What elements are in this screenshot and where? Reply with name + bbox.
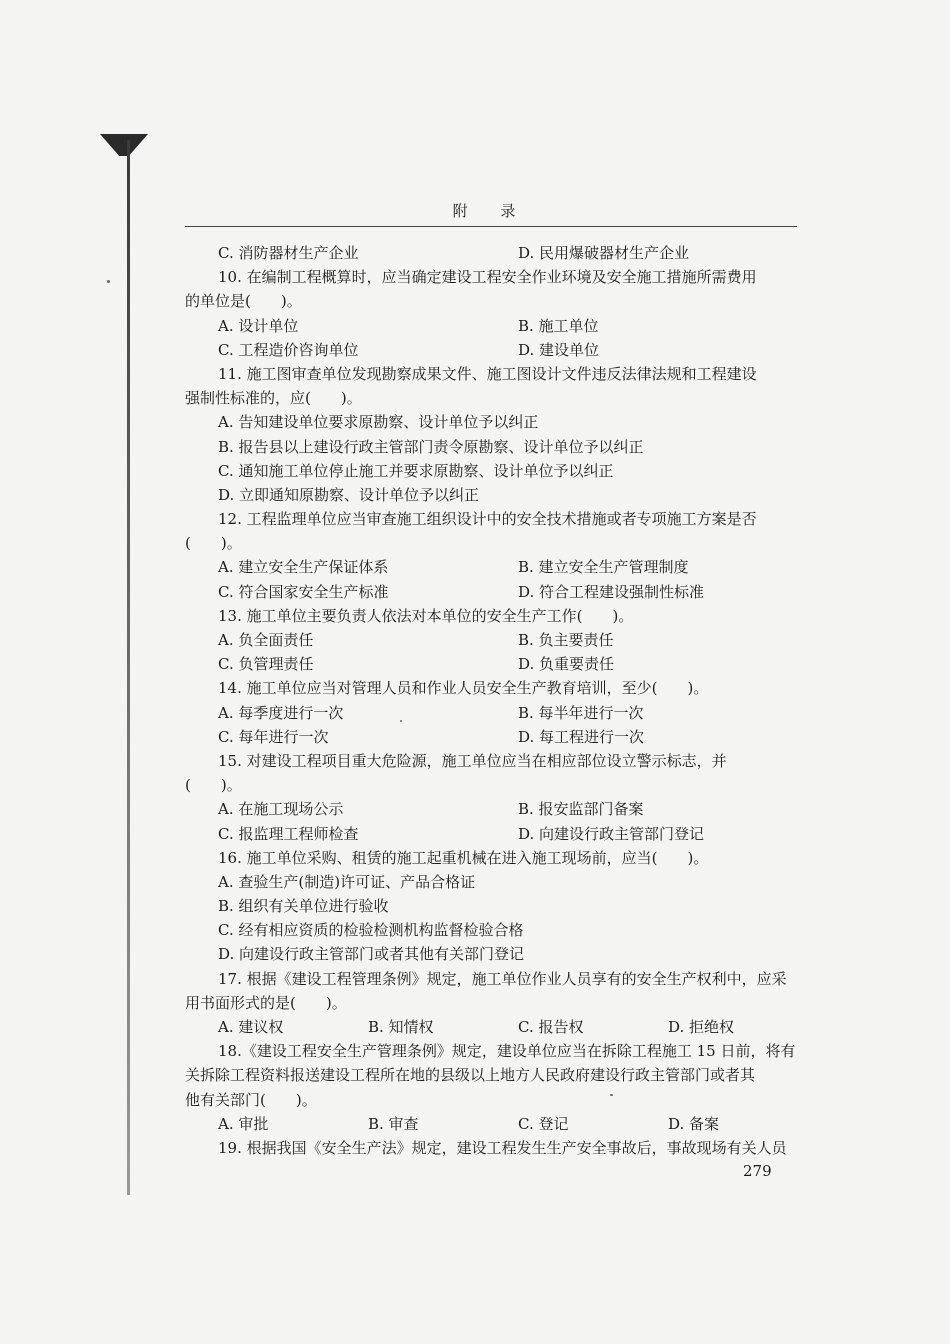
option-row (185, 338, 797, 362)
text-line: 18.《建设工程安全生产管理条例》规定，建设单位应当在拆除工程施工 15 日前，将有 (218, 1042, 796, 1061)
binding-line (127, 140, 130, 1195)
text-line: 的单位是( )。 (185, 292, 302, 311)
text-line: 强制性标准的，应( )。 (185, 389, 362, 408)
option-item: A. 负全面责任 (218, 631, 314, 649)
text-line: 13. 施工单位主要负责人依法对本单位的安全生产工作( )。 (218, 606, 634, 625)
page-header-title: 附 录 (452, 202, 530, 220)
text-line: 17. 根据《建设工程管理条例》规定，施工单位作业人员享有的安全生产权利中，应采 (218, 969, 787, 988)
option-item: B. 施工单位 (518, 316, 599, 335)
option-row (185, 241, 797, 265)
text-line: A. 告知建设单位要求原勘察、设计单位予以纠正 (218, 413, 539, 432)
option-item: A. 设计单位 (218, 316, 299, 335)
option-item: C. 消防器材生产企业 (218, 244, 359, 262)
binding-mark (100, 134, 148, 156)
option-row (185, 797, 797, 821)
option-item: D. 负重要责任 (518, 655, 615, 674)
text-line: 10. 在编制工程概算时，应当确定建设工程安全作业环境及安全施工措施所需费用 (218, 268, 757, 287)
header-rule (185, 226, 797, 227)
option-item: D. 每工程进行一次 (518, 727, 645, 746)
option-row (185, 725, 797, 749)
option-item: D. 拒绝权 (668, 1018, 735, 1036)
option-item: D. 备案 (668, 1114, 720, 1133)
scan-speck (107, 280, 110, 283)
option-item: D. 向建设行政主管部门登记 (518, 824, 705, 843)
text-line: C. 经有相应资质的检验检测机构监督检验合格 (218, 921, 524, 940)
text-line: D. 向建设行政主管部门或者其他有关部门登记 (218, 945, 525, 964)
text-line: 关拆除工程资料报送建设工程所在地的县级以上地方人民政府建设行政主管部门或者其 (185, 1066, 756, 1085)
text-line: 12. 工程监理单位应当审查施工组织设计中的安全技术措施或者专项施工方案是否 (218, 510, 757, 529)
option-row (185, 1015, 797, 1039)
text-line: 19. 根据我国《安全生产法》规定，建设工程发生生产安全事故后，事故现场有关人员 (218, 1138, 787, 1157)
page-number: 279 (743, 1162, 772, 1180)
text-line: 11. 施工图审查单位发现勘察成果文件、施工图设计文件违反法律法规和工程建设 (218, 364, 757, 383)
option-item: C. 工程造价咨询单位 (218, 340, 359, 359)
text-line: 用书面形式的是( )。 (185, 993, 347, 1012)
option-item: D. 建设单位 (518, 340, 600, 359)
option-item: D. 民用爆破器材生产企业 (518, 244, 690, 262)
option-item: A. 建议权 (218, 1018, 284, 1036)
option-row (185, 701, 797, 725)
option-item: A. 每季度进行一次 (218, 703, 344, 722)
text-line: 14. 施工单位应当对管理人员和作业人员安全生产教育培训，至少( )。 (218, 679, 709, 698)
option-item: B. 负主要责任 (518, 631, 614, 649)
option-item: A. 在施工现场公示 (218, 800, 344, 819)
text-line: 15. 对建设工程项目重大危险源，施工单位应当在相应部位设立警示标志，并 (218, 751, 727, 770)
text-line: 16. 施工单位采购、租赁的施工起重机械在进入施工现场前，应当( )。 (218, 848, 709, 867)
text-line: B. 报告县以上建设行政主管部门责令原勘察、设计单位予以纠正 (218, 437, 644, 456)
option-item: B. 建立安全生产管理制度 (518, 558, 689, 577)
option-row (185, 580, 797, 604)
option-row (185, 1112, 797, 1136)
option-row (185, 628, 797, 652)
text-line: C. 通知施工单位停止施工并要求原勘察、设计单位予以纠正 (218, 461, 614, 480)
option-item: B. 知情权 (368, 1018, 434, 1036)
text-line: 他有关部门( )。 (185, 1090, 317, 1109)
option-row (185, 652, 797, 676)
option-item: B. 报安监部门备案 (518, 800, 644, 819)
option-item: C. 每年进行一次 (218, 727, 329, 746)
text-line: ( )。 (185, 534, 242, 553)
option-item: B. 每半年进行一次 (518, 703, 644, 722)
option-item: C. 负管理责任 (218, 655, 314, 674)
option-item: A. 建立安全生产保证体系 (218, 558, 389, 577)
page-body (185, 241, 797, 1160)
text-line: B. 组织有关单位进行验收 (218, 897, 389, 916)
option-row (185, 314, 797, 338)
option-row (185, 822, 797, 846)
text-line: D. 立即通知原勘察、设计单位予以纠正 (218, 485, 480, 504)
text-line: ( )。 (185, 776, 242, 795)
option-item: D. 符合工程建设强制性标准 (518, 582, 705, 601)
option-row (185, 555, 797, 579)
text-line: A. 查验生产(制造)许可证、产品合格证 (218, 872, 476, 891)
option-item: C. 符合国家安全生产标准 (218, 582, 389, 601)
option-item: B. 审查 (368, 1114, 419, 1133)
option-item: A. 审批 (218, 1114, 269, 1133)
option-item: C. 报监理工程师检查 (218, 824, 359, 843)
option-item: C. 报告权 (518, 1018, 584, 1036)
option-item: C. 登记 (518, 1114, 569, 1133)
